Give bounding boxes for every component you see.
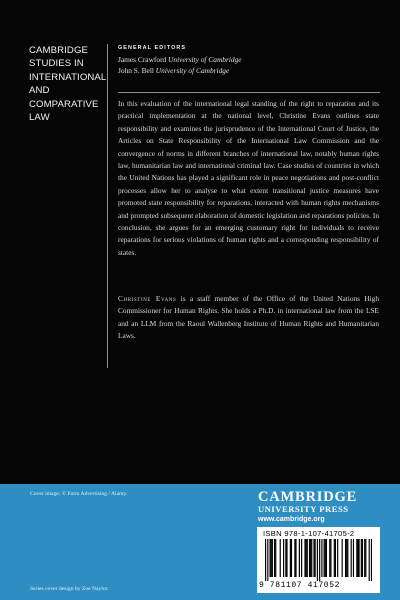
series-title [29,44,107,124]
barcode-bar [353,539,354,577]
barcode-bar [311,539,312,577]
barcode-bar [270,539,271,577]
barcode-bar [329,539,330,577]
barcode-bar [347,539,348,577]
barcode-bar [324,539,325,577]
barcode-bar [272,539,273,577]
barcode-bar [317,539,318,581]
barcode-graphic [265,539,372,581]
barcode-bar [265,539,266,581]
series-title-line: COMPARATIVE [29,98,99,110]
editor-affiliation: University of Cambridge [168,55,242,64]
series-title-line: AND [29,85,50,97]
barcode-bar [358,539,359,577]
author-bio [118,293,379,343]
cover-design-credit: Series cover design by Zoe Naylor. [30,586,109,592]
publisher-name: CAMBRIDGE [258,489,358,505]
barcode-bar [306,539,307,577]
horizontal-divider [118,92,380,93]
editor-name: John S. Bell [118,66,154,75]
barcode-bar [310,539,311,577]
barcode-bar [286,539,287,577]
barcode-bar [321,539,322,577]
editor-name: James Crawford [118,55,167,64]
cover-image-credit: Cover image: © Form Advertising / Alamy. [30,491,128,497]
barcode-bar [351,539,352,577]
barcode-bar [295,539,296,577]
series-title-line: STUDIES IN [29,58,84,70]
series-title-line: CAMBRIDGE [29,45,89,56]
barcode-bar [307,539,308,577]
barcode-bar [330,539,331,577]
editor-entry [118,54,380,65]
author-name: Christine Evans [118,294,177,303]
barcode-bar [357,539,358,577]
series-title-line: LAW [29,112,50,124]
barcode-bar [274,539,275,577]
barcode-bar [364,539,365,577]
publisher-logo [258,490,398,525]
series-title-line: INTERNATIONAL [29,71,107,83]
barcode-bar [334,539,335,577]
barcode-bar [315,539,316,577]
editor-entry [118,65,380,76]
barcode-bar [362,539,363,577]
barcode-bar [267,539,268,581]
barcode-panel [257,527,380,593]
editors-heading: GENERAL EDITORS [118,45,187,51]
barcode-bar [342,539,343,577]
barcode-bar [369,539,370,581]
barcode-digits: 9 781107 417052 [259,581,341,590]
vertical-divider [107,44,108,368]
barcode-bar [371,539,372,581]
editor-affiliation: University of Cambridge [155,66,230,75]
barcode-bar [275,539,276,577]
barcode-bar [271,539,272,577]
author-bio-text: is a staff member of the Office of the United Nations High Commissioner for Human Rights. She holds a Ph.D. in international law from the LSE and an LLM from the Raoul Wallenberg Institute of Human Rights and Humanitarian Laws. [118,294,379,341]
barcode-bar [345,539,346,577]
barcode-bar [361,539,362,577]
barcode-bar [283,539,284,577]
barcode-bar [309,539,310,577]
barcode-bar [304,539,305,577]
barcode-bar [319,539,320,581]
barcode-bar [365,539,366,577]
isbn-label: ISBN 978-1-107-41705-2 [263,529,355,538]
barcode-bar [346,539,347,577]
general-editors [118,43,380,76]
barcode-bar [313,539,314,577]
barcode-bar [294,539,295,577]
barcode-bar [280,539,281,577]
barcode-bar [356,539,357,577]
publisher-url: www.cambridge.org [258,516,325,523]
barcode-bar [301,539,302,577]
barcode-bar [291,539,292,577]
barcode-bar [326,539,327,577]
barcode-bar [290,539,291,577]
barcode-bar [285,539,286,577]
publisher-subtitle: UNIVERSITY PRESS [258,504,349,514]
book-description: In this evaluation of the international legal standing of the right to reparation and its practical implementation at the national level, Christine Evans outlines state responsibility and examines the jurisprudence of the International Court of Justice, the Articles on State Responsibility of the International Law Commission and the convergence of norms in different branches of international law, notably human rights law, humanitarian law and international criminal law. Case studies of countries in which the United Nations has played a significant role in peace negotiations and post-conflict processes allow her to analyse to what extent transitional justice measures have promoted state responsibility for reparations, interacted with human rights mechanisms and prompted subsequent elaboration of domestic legislation and reparations policies. In conclusion, she argues for an emerging customary right for individuals to receive reparations for serious violations of human rights and a corresponding responsibility of states. [118,99,379,257]
barcode-bar [335,539,336,577]
barcode-bar [337,539,338,577]
barcode-bar [299,539,300,577]
barcode-bar [325,539,326,577]
